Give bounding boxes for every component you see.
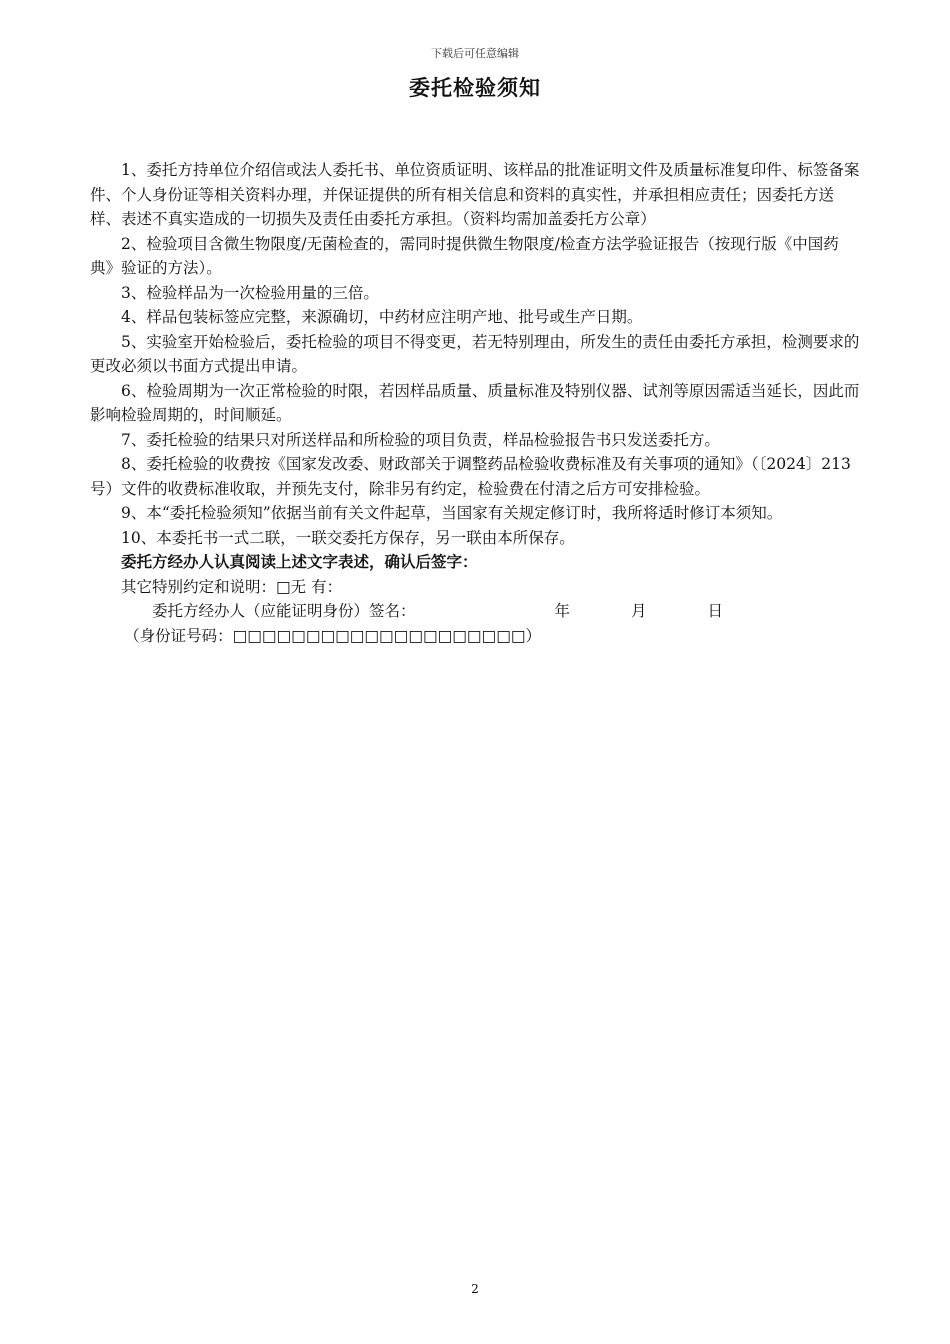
date-month: 月	[631, 602, 647, 620]
notice-item-7: 7、委托检验的结果只对所送样品和所检验的项目负责，样品检验报告书只发送委托方。	[121, 430, 720, 449]
notice-item-5: 5、实验室开始检验后，委托检验的项目不得变更，若无特别理由，所发生的责任由委托方承担，检测要求的更改必须以书面方式提出申请。	[90, 332, 860, 375]
document-body	[90, 158, 860, 648]
notice-item-4: 4、样品包装标签应完整，来源确切，中药材应注明产地、批号或生产日期。	[121, 308, 643, 326]
notice-item-10: 10、本委托书一式二联，一联交委托方保存，另一联由本所保存。	[121, 528, 575, 547]
special-agreement-line: 其它特别约定和说明：□无 有：	[121, 577, 343, 596]
page-header: 下载后可任意编辑	[431, 47, 519, 60]
signature-label: 委托方经办人（应能证明身份）签名：	[152, 602, 416, 620]
notice-item-1: 1、委托方持单位介绍信或法人委托书、单位资质证明、该样品的批准证明文件及质量标准复印件、标签备案件、个人身份证等相关资料办理，并保证提供的所有相关信息和资料的真实性，并承担相应责任；因委托方送样、表述不真实造成的一切损失及责任由委托方承担。（资料均需加盖委托方公章）	[90, 161, 860, 228]
signature-line	[90, 599, 860, 624]
page-number: 2	[471, 1282, 479, 1296]
confirm-statement: 委托方经办人认真阅读上述文字表述，确认后签字：	[121, 553, 478, 571]
notice-item-6: 6、检验周期为一次正常检验的时限，若因样品质量、质量标准及特别仪器、试剂等原因需适当延长，因此而影响检验周期的，时间顺延。	[90, 381, 860, 424]
notice-item-2: 2、检验项目含微生物限度/无菌检查的，需同时提供微生物限度/检查方法学验证报告（按现行版《中国药典》验证的方法）。	[90, 234, 839, 277]
document-title: 委托检验须知	[409, 76, 541, 100]
date-year: 年	[554, 602, 571, 620]
notice-item-3: 3、检验样品为一次检验用量的三倍。	[121, 283, 379, 302]
date-day: 日	[707, 602, 724, 620]
notice-item-8: 8、委托检验的收费按《国家发改委、财政部关于调整药品检验收费标准及有关事项的通知》（〔2024〕213号）文件的收费标准收取，并预先支付，除非另有约定，检验费在付清之后方可安排检验。	[90, 455, 851, 498]
notice-item-9: 9、本“委托检验须知”依据当前有关文件起草，当国家有关规定修订时，我所将适时修订本须知。	[121, 504, 783, 522]
id-number-line: （身份证号码：□□□□□□□□□□□□□□□□□□□□）	[124, 626, 541, 645]
